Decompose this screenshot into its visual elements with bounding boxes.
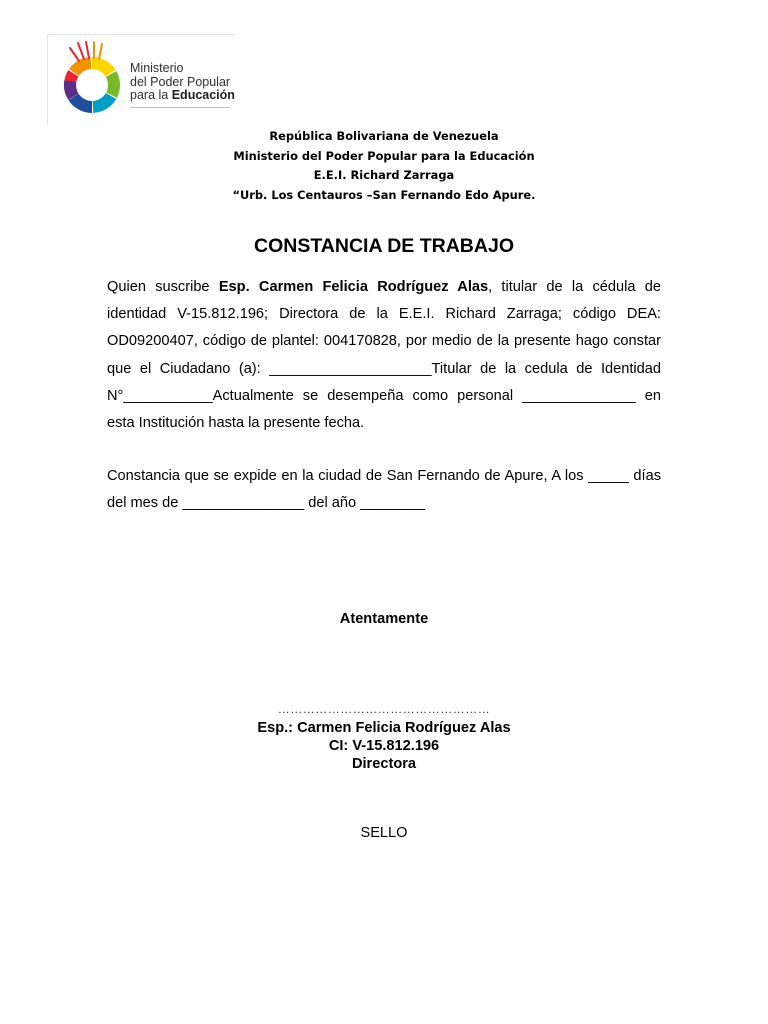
paragraph-1-body: , titular de la cédula de identidad V-15.812.196; Directora de la E.E.I. Richard Zarraga; código DEA: OD09200407, código de plantel: 004170828, por medio de la presente hago constar que el Ciudadano (a): ____________________Titular de la cedula de Identidad N°___________Actualmente se desempeña como personal ______________ en esta Institución hasta la presente fecha. — [107, 279, 662, 432]
logo-line-2: del Poder Popular — [130, 74, 231, 89]
logo-line-3 — [130, 89, 235, 103]
ministry-logo-mark-icon — [56, 39, 128, 117]
document-header — [0, 127, 768, 205]
header-line-3: E.E.I. Richard Zarraga — [313, 168, 455, 182]
header-line-1: República Bolivariana de Venezuela — [269, 129, 499, 143]
body-paragraph-2: Constancia que se expide en la ciudad de San Fernando de Apure, A los _____ días del mes de _______________ del año ________ — [107, 468, 661, 512]
header-line-4: “Urb. Los Centauros –San Fernando Edo Apure. — [232, 187, 536, 202]
ministry-logo — [47, 34, 235, 125]
header-line-2: Ministerio del Poder Popular para la Educación — [233, 148, 535, 163]
signature-line: …………………………………………… — [277, 702, 491, 716]
logo-text — [130, 62, 235, 103]
body-paragraph-1 — [107, 274, 661, 437]
logo-line-1: Ministerio — [130, 61, 184, 75]
closing-text: Atentamente — [339, 611, 429, 627]
signature-name: Esp.: Carmen Felicia Rodríguez Alas — [257, 720, 511, 736]
logo-line-3-bold: Educación — [171, 88, 235, 102]
paragraph-1-signer-name: Esp. Carmen Felicia Rodríguez Alas — [218, 279, 489, 295]
document-title: CONSTANCIA DE TRABAJO — [253, 235, 514, 257]
signature-id: CI: V-15.812.196 — [328, 738, 440, 754]
signature-block — [0, 719, 768, 773]
signature-role: Directora — [351, 756, 417, 772]
logo-line-3-prefix: para la — [130, 88, 169, 102]
paragraph-1-intro: Quien suscribe — [107, 279, 219, 295]
logo-divider — [130, 107, 230, 108]
stamp-label: SELLO — [360, 825, 408, 841]
